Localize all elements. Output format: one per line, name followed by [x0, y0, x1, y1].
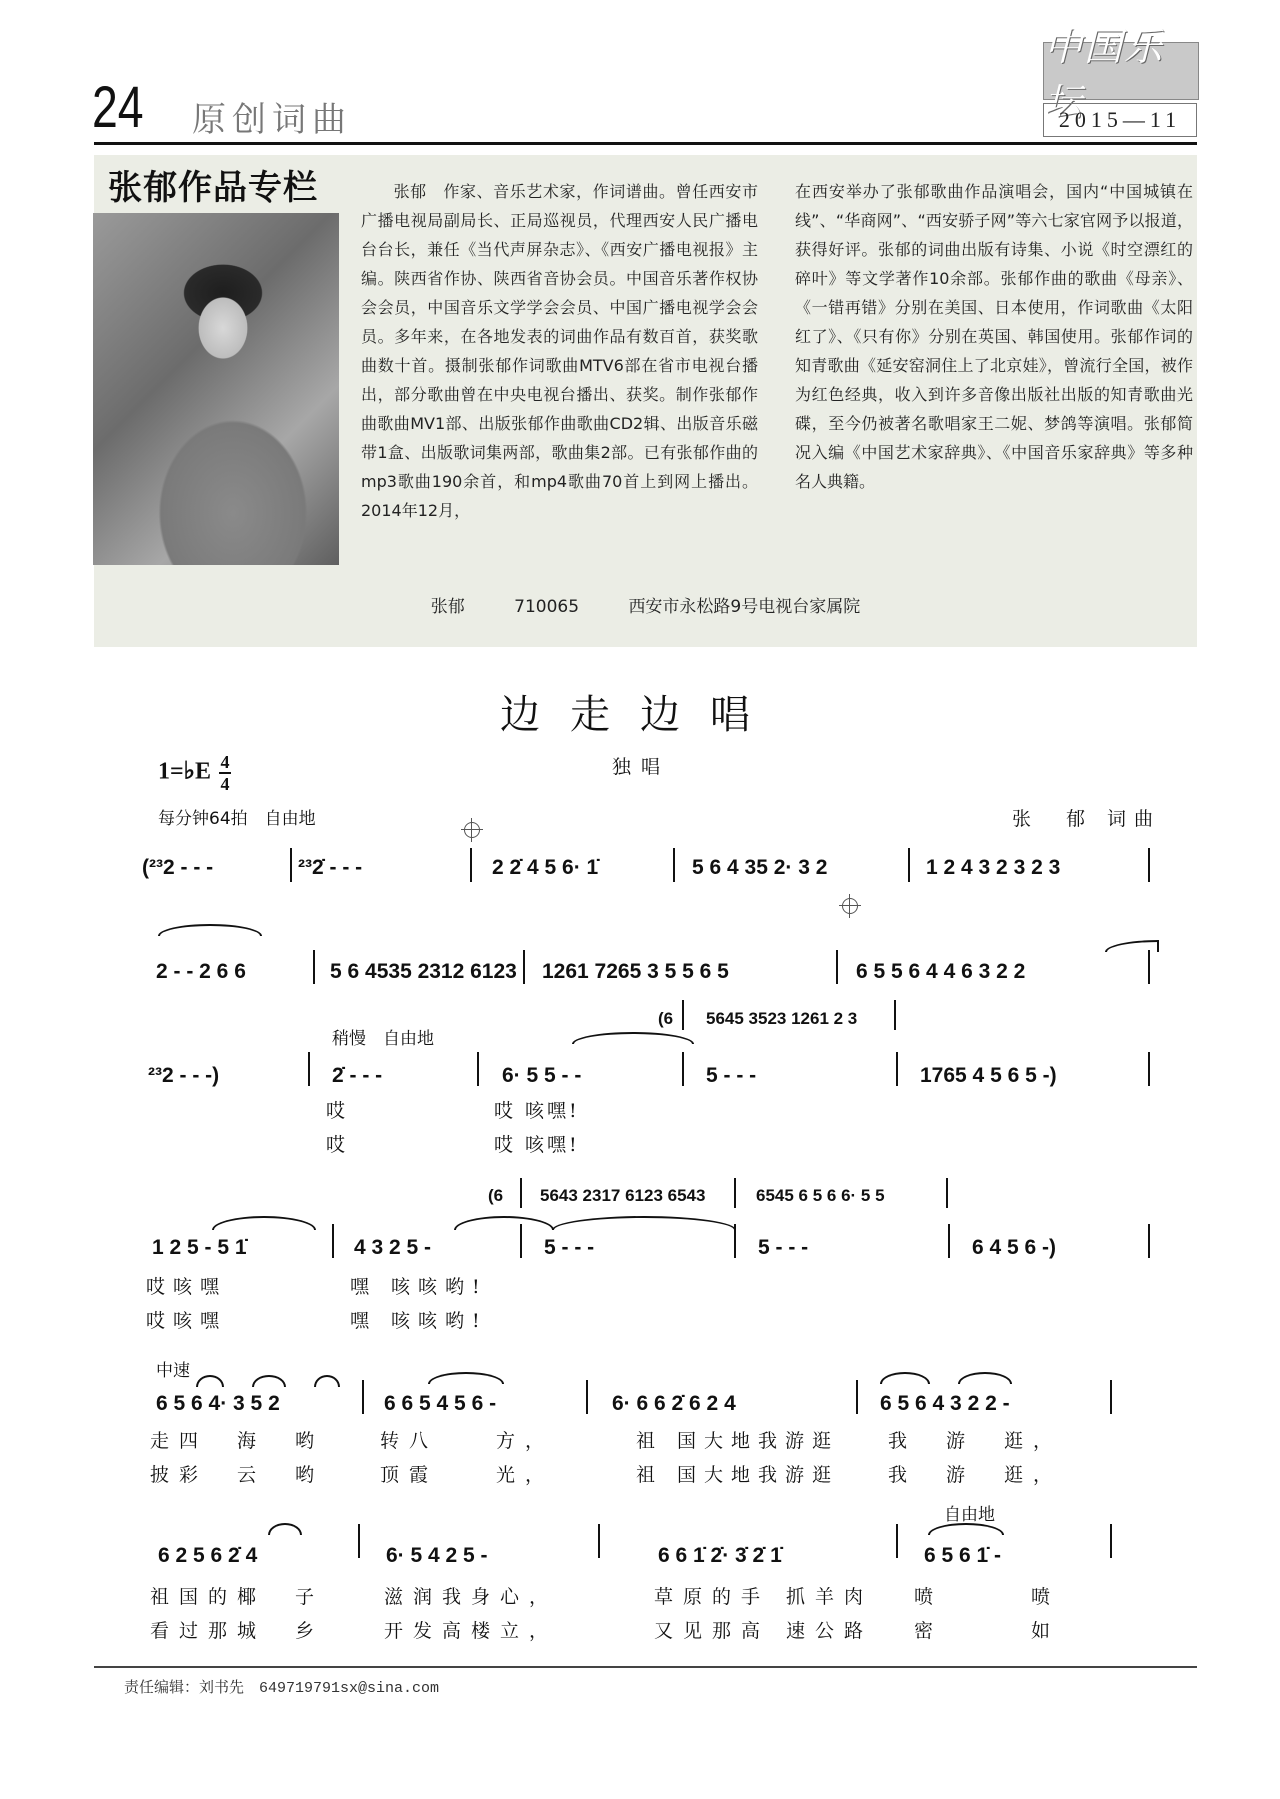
- barline: [734, 1178, 736, 1208]
- page-number: 24: [92, 75, 144, 140]
- measure-4: 5 6 4 35 2· 3 2: [692, 856, 828, 879]
- interlude-start: (6: [658, 1009, 674, 1028]
- lyric-verse1: 喷 喷: [914, 1586, 1071, 1608]
- measure-21: 6 6 5 4 5 6 -: [384, 1392, 497, 1415]
- tempo-marking: 每分钟64拍 自由地: [158, 809, 316, 829]
- barline: [734, 1224, 736, 1258]
- barline: [477, 1052, 479, 1086]
- time-sig-bottom: 4: [220, 774, 230, 794]
- lyric-verse2: 嘿 咳咳哟!: [350, 1310, 488, 1332]
- measure-8: 1261 7265 3 5 5 6 5: [542, 960, 729, 983]
- interlude-measure: 5645 3523 1261 2 3: [706, 1009, 858, 1028]
- barline: [682, 1052, 684, 1086]
- slur: [572, 1032, 694, 1044]
- lyric-verse2: 密 如: [914, 1620, 1071, 1642]
- barline: [470, 848, 472, 882]
- measure-9: 6 5 5 6 4 4 6 3 2 2: [856, 960, 1026, 983]
- measure-3: 2 2̇ 4 5 6· 1̇: [492, 856, 599, 879]
- slur: [552, 1216, 736, 1230]
- barline: [896, 1524, 898, 1558]
- slur: [212, 1216, 316, 1230]
- barline: [520, 1224, 522, 1258]
- magazine-logo: 中国乐坛: [1043, 42, 1199, 100]
- lyric-verse2: 开发高楼立，: [384, 1620, 559, 1642]
- coda-sign-icon: [464, 822, 480, 838]
- time-sig-top: 4: [220, 752, 230, 772]
- barline: [362, 1380, 364, 1414]
- slur: [196, 1375, 224, 1387]
- barline: [313, 950, 315, 984]
- footer-divider: [94, 1666, 1197, 1668]
- barline: [358, 1524, 360, 1558]
- slur: [158, 924, 262, 936]
- measure-6: 2 - - 2 6 6: [156, 960, 246, 983]
- barline: [673, 848, 675, 882]
- measure-22: 6· 6 6 2̇ 6 2 4: [612, 1392, 736, 1415]
- song-title: 边走边唱: [500, 692, 780, 738]
- barline: [586, 1380, 588, 1414]
- lyric-verse2: 顶霞 光，: [380, 1464, 555, 1486]
- lyric-verse1: 走四 海 哟: [150, 1430, 325, 1452]
- lyric-verse1: 转八 方，: [380, 1430, 555, 1452]
- measure-25: 6· 5 4 2 5 -: [386, 1544, 488, 1567]
- barline: [948, 1224, 950, 1258]
- header-divider: [94, 142, 1197, 145]
- lyric-verse2: 哎 咳嘿!: [494, 1134, 580, 1156]
- barline: [836, 950, 838, 984]
- lyric-verse2: 我 游 逛，: [888, 1464, 1063, 1486]
- measure-16: 4 3 2 5 -: [354, 1236, 432, 1259]
- measure-20: 6 5 6 4· 3 5 2: [156, 1392, 280, 1415]
- slur: [314, 1375, 340, 1387]
- measure-27: 6 5 6 1̇ -: [924, 1544, 1002, 1567]
- barline: [308, 1052, 310, 1086]
- measure-15: 1 2 5 - 5 1̇: [152, 1236, 247, 1259]
- bio-text-column-1: [361, 177, 758, 525]
- slur: [880, 1372, 930, 1384]
- interlude-start: (6: [488, 1186, 504, 1205]
- barline: [332, 1224, 334, 1258]
- measure-1: (²³2 - - -: [142, 856, 214, 879]
- barline: [894, 1000, 896, 1030]
- barline: [290, 848, 292, 882]
- barline: [520, 1178, 522, 1208]
- measure-26: 6 6 1̇ 2̇· 3̇ 2̇ 1̇: [658, 1544, 782, 1567]
- barline: [1148, 848, 1150, 882]
- lyric-verse1: 祖 国大地我游逛: [636, 1430, 840, 1452]
- interlude-measure: 6545 6 5 6 6· 5 5: [756, 1186, 885, 1205]
- bio-text-column-2: 在西安举办了张郁歌曲作品演唱会，国内“中国城镇在线”、“华商网”、“西安骄子网”等六七家官网予以报道，获得好评。张郁的词曲出版有诗集、小说《时空漂红的碎叶》等文学著作10余部。张郁作曲的歌曲《母亲》、《一错再错》分别在美国、日本使用，作词歌曲《太阳红了》、《只有你》分别在英国、韩国使用。张郁作词的知青歌曲《延安窑洞住上了北京娃》，曾流行全国，被作为红色经典，收入到许多音像出版社出版的知青歌曲光碟，至今仍被著名歌唱家王二妮、梦鸽等演唱。张郁简况入编《中国艺术家辞典》、《中国音乐家辞典》等多种名人典籍。: [795, 182, 1193, 491]
- barline: [1110, 1380, 1112, 1414]
- measure-5: 1 2 4 3 2 3 2 3: [926, 856, 1061, 879]
- barline: [896, 1052, 898, 1086]
- tempo-marking-moderate: 中速: [156, 1361, 190, 1381]
- slur: [454, 1216, 554, 1230]
- bio-heading: 张郁作品专栏: [108, 168, 318, 208]
- issue-date: 2015—11: [1043, 103, 1197, 137]
- contact-postcode: 710065: [514, 597, 580, 617]
- tempo-marking-free: 自由地: [944, 1505, 995, 1525]
- barline: [1110, 1524, 1112, 1558]
- lyric-verse2: 哎: [326, 1134, 349, 1156]
- measure-10: ²³2 - - -): [148, 1064, 220, 1087]
- barline: [1148, 950, 1150, 984]
- performance-type: 独唱: [612, 756, 671, 778]
- key-label: 1=♭E: [158, 758, 212, 785]
- slur: [428, 1372, 504, 1384]
- contact-address: 西安市永松路9号电视台家属院: [628, 597, 861, 617]
- barline: [1148, 1224, 1150, 1258]
- barline: [523, 950, 525, 984]
- measure-14: 1765 4 5 6 5 -): [920, 1064, 1057, 1087]
- coda-sign-icon: [842, 898, 858, 914]
- time-signature: [219, 752, 231, 794]
- barline: [946, 1178, 948, 1208]
- slur: [268, 1523, 302, 1535]
- lyric-verse1: 祖国的椰 子: [150, 1586, 325, 1608]
- lyric-verse1: 哎: [326, 1100, 349, 1122]
- lyric-verse1: 哎咳嘿: [146, 1276, 228, 1298]
- barline: [1148, 1052, 1150, 1086]
- lyric-verse2: 又见那高 速公路: [654, 1620, 874, 1642]
- song-author: 张 郁 词曲: [1012, 808, 1162, 830]
- lyric-verse1: 哎 咳嘿!: [494, 1100, 580, 1122]
- contact-line: [94, 592, 1197, 617]
- barline: [682, 1000, 684, 1030]
- barline: [908, 848, 910, 882]
- barline: [856, 1380, 858, 1414]
- measure-17: 5 - - -: [544, 1236, 595, 1259]
- tempo-marking-slow: 稍慢 自由地: [332, 1029, 434, 1049]
- lyric-verse1: 嘿 咳咳哟!: [350, 1276, 488, 1298]
- lyric-verse1: 滋润我身心，: [384, 1586, 559, 1608]
- editor-credit: 责任编辑：刘书先 649719791sx@sina.com: [124, 1680, 440, 1697]
- measure-11: 2̇ - - -: [332, 1064, 383, 1087]
- lyric-verse1: 草原的手 抓羊肉: [654, 1586, 874, 1608]
- measure-2: ²³2̇ - - -: [298, 856, 363, 879]
- lyric-verse2: 看过那城 乡: [150, 1620, 325, 1642]
- measure-7: 5 6 4535 2312 6123: [330, 960, 517, 983]
- contact-name: 张郁: [430, 597, 465, 617]
- key-signature: [158, 752, 231, 794]
- bio-text-1: 张郁 作家、音乐艺术家，作词谱曲。曾任西安市广播电视局副局长、正局巡视员，代理西安人民广播电台台长，兼任《当代声屏杂志》、《西安广播电视报》主编。陕西省作协、陕西省音协会员。中国音乐著作权协会会员，中国音乐文学学会会员、中国广播电视学会会员。多年来，在各地发表的词曲作品有数百首，获奖歌曲数十首。摄制张郁作词歌曲MTV6部在省市电视台播出，部分歌曲曾在中央电视台播出、获奖。制作张郁作曲歌曲MV1部、出版张郁作曲歌曲CD2辑、出版音乐磁带1盒、出版歌词集两部，歌曲集2部。已有张郁作曲的mp3歌曲190余首，和mp4歌曲70首上到网上播出。2014年12月，: [361, 182, 758, 520]
- section-title: 原创词曲: [192, 100, 352, 140]
- lyric-verse2: 披彩 云 哟: [150, 1464, 325, 1486]
- slur: [958, 1372, 1012, 1384]
- portrait-photo: [93, 213, 339, 565]
- measure-23: 6 5 6 4 3 2 2 -: [880, 1392, 1010, 1415]
- slur: [252, 1375, 286, 1387]
- measure-13: 5 - - -: [706, 1064, 757, 1087]
- lyric-verse2: 祖 国大地我游逛: [636, 1464, 840, 1486]
- measure-19: 6 4 5 6 -): [972, 1236, 1057, 1259]
- measure-18: 5 - - -: [758, 1236, 809, 1259]
- barline: [598, 1524, 600, 1558]
- measure-12: 6· 5 5 - -: [502, 1064, 582, 1087]
- slur: [1105, 940, 1159, 952]
- lyric-verse1: 我 游 逛，: [888, 1430, 1063, 1452]
- measure-24: 6 2 5 6 2̇ 4: [158, 1544, 258, 1567]
- interlude-measure: 5643 2317 6123 6543: [540, 1186, 706, 1205]
- lyric-verse2: 哎咳嘿: [146, 1310, 228, 1332]
